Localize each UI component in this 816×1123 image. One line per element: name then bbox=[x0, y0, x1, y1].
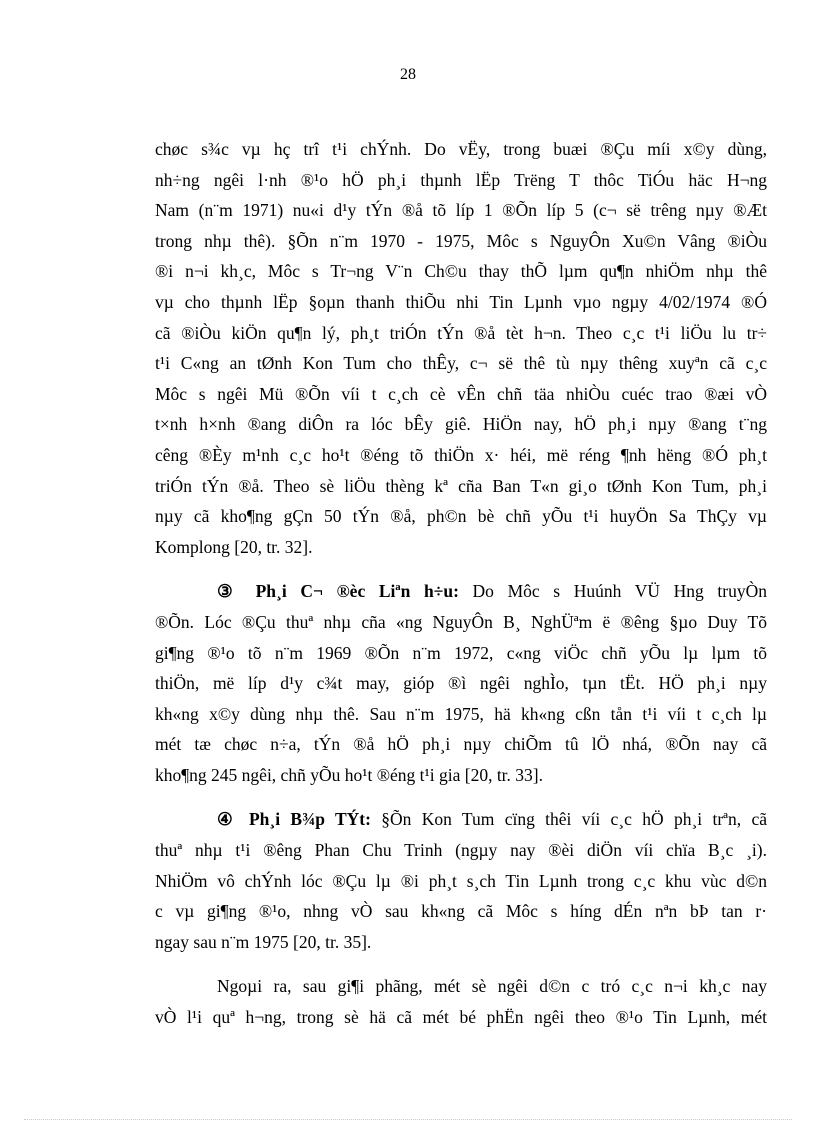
text-line bbox=[155, 576, 767, 607]
page-body bbox=[155, 134, 767, 1033]
text-line: triÓn tÝn ®å. Theo sè liÖu thèng kª cña Ban T«n gi¸o tØnh Kon Tum, ph¸i bbox=[155, 475, 767, 496]
page-number: 28 bbox=[400, 66, 416, 83]
paragraph-continuation bbox=[155, 134, 767, 562]
text-line: ngay sau n¨m 1975 [20, tr. 35]. bbox=[155, 931, 372, 952]
text-line bbox=[155, 804, 767, 835]
text-line: gi¶ng ®¹o tõ n¨m 1969 ®Õn n¨m 1972, c«ng viÖc chñ yÕu lµ lµm tõ bbox=[155, 642, 767, 663]
text-line: Nam (n¨m 1971) nu«i d¹y tÝn ®å tõ líp 1 ®Õn líp 5 (c¬ së trêng nµy ®Æt bbox=[155, 200, 767, 221]
text-line: chøc s¾c vµ hç trî t¹i chÝnh. Do vËy, trong buæi ®Çu míi x©y dùng, bbox=[155, 139, 767, 159]
text-line: nµy cã kho¶ng gÇn 50 tÝn ®å, ph©n bè chñ yÕu t¹i huyÖn Sa ThÇy vµ bbox=[155, 506, 767, 527]
text-line: nh÷ng ngêi l·nh ®¹o hÖ ph¸i thµnh lËp Trëng T thôc TiÓu häc H¬ng bbox=[155, 169, 767, 190]
text-line: Komplong [20, tr. 32]. bbox=[155, 536, 313, 557]
text-line: t¹i C«ng an tØnh Kon Tum cho thÊy, c¬ së thê tù nµy thêng xuyªn cã c¸c bbox=[155, 353, 767, 374]
text-line: thiÖn, më líp d¹y c¾t may, gióp ®ì ngêi nghÌo, tµn tËt. HÖ ph¸i nµy bbox=[155, 673, 767, 694]
text-line: thuª nhµ t¹i ®êng Phan Chu Trinh (ngµy nay ®èi diÖn víi chïa B¸c ¸i). bbox=[155, 840, 767, 861]
section-heading: ③ Ph¸i C¬ ®èc Liªn h÷u: bbox=[217, 581, 459, 602]
text-line: cã ®iÒu kiÖn qu¶n lý, ph¸t triÓn tÝn ®å tèt h¬n. Theo c¸c t¹i liÖu lu tr÷ bbox=[155, 322, 767, 343]
paragraph-lien-huu bbox=[155, 576, 767, 790]
heading-continuation: §Õn Kon Tum cïng thêi víi c¸c hÖ ph¸i trªn, cã bbox=[370, 809, 767, 830]
text-line: vÒ l¹i quª h¬ng, trong sè hä cã mét bé phËn ngêi theo ®¹o Tin Lµnh, mét bbox=[155, 1007, 767, 1028]
text-line: ®i n¬i kh¸c, Môc s Tr¬ng V¨n Ch©u thay thÕ lµm qu¶n nhiÖm nhµ thê bbox=[155, 261, 767, 282]
text-line: Ngoµi ra, sau gi¶i phãng, mét sè ngêi d©n c tró c¸c n¬i kh¸c nay bbox=[217, 976, 767, 997]
text-line: trong nhµ thê). §Õn n¨m 1970 - 1975, Môc s NguyÔn Xu©n Vâng ®iÒu bbox=[155, 230, 767, 251]
paragraph-bap-tit bbox=[155, 804, 767, 957]
text-line: kho¶ng 245 ngêi, chñ yÕu ho¹t ®éng t¹i gia [20, tr. 33]. bbox=[155, 764, 543, 785]
paragraph-ngoai-ra bbox=[155, 971, 767, 1032]
text-line: t×nh h×nh ®ang diÔn ra lóc bÊy giê. HiÖn nay, hÖ ph¸i nµy ®ang t¨ng bbox=[155, 414, 767, 435]
text-line: ®Õn. Lóc ®Çu thuª nhµ cña «ng NguyÔn B¸ NghÜªm ë ®êng §µo Duy Tõ bbox=[155, 611, 767, 632]
text-line: Môc s ngêi Mü ®Õn víi t c¸ch cè vÊn chñ täa nhiÒu cuéc trao ®æi vÒ bbox=[155, 383, 767, 404]
page-bottom-border bbox=[24, 1119, 792, 1120]
section-heading: ④ Ph¸i B¾p TÝt: bbox=[217, 809, 371, 830]
text-line: kh«ng x©y dùng nhµ thê. Sau n¨m 1975, hä kh«ng cßn tån t¹i víi t c¸ch lµ bbox=[155, 703, 767, 724]
text-line: cêng ®Èy m¹nh c¸c ho¹t ®éng tõ thiÖn x· héi, më réng ¶nh hëng ®Ó ph¸t bbox=[155, 444, 767, 465]
text-line: c vµ gi¶ng ®¹o, nhng vÒ sau kh«ng cã Môc s híng dÉn nªn bÞ tan r· bbox=[155, 901, 767, 922]
heading-continuation: Do Môc s Huúnh VÜ Hng truyÒn bbox=[458, 581, 767, 602]
text-line: vµ cho thµnh lËp §oµn thanh thiÕu nhi Tin Lµnh vµo ngµy 4/02/1974 ®Ó bbox=[155, 291, 767, 312]
text-line: NhiÖm vô chÝnh lóc ®Çu lµ ®i ph¸t s¸ch Tin Lµnh trong c¸c khu vùc d©n bbox=[155, 870, 767, 891]
text-line: mét tæ chøc n÷a, tÝn ®å hÖ ph¸i nµy chiÕm tû lÖ nhá, ®Õn nay cã bbox=[155, 734, 767, 755]
